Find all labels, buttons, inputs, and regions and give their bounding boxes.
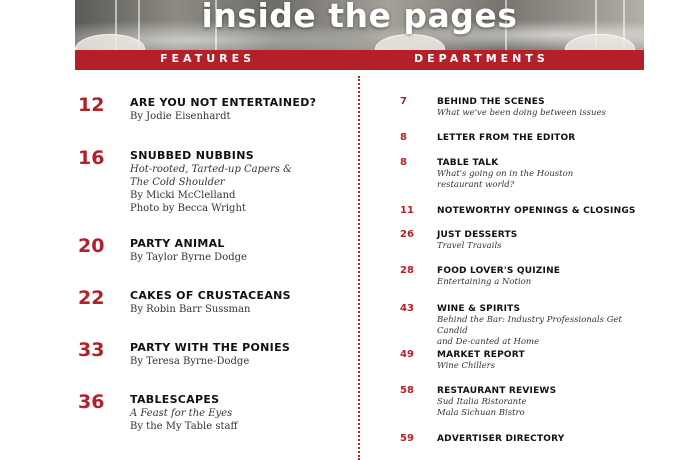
department-page-number: 8 [400,157,407,168]
feature-item-cutoff [78,452,308,460]
department-subtitle: and De-canted at Home [437,337,540,347]
department-item[interactable] [400,96,645,119]
department-item[interactable] [400,433,645,445]
header-photo-banner [75,0,644,50]
department-title: ADVERTISER DIRECTORY [437,434,565,444]
department-item[interactable] [400,303,645,348]
department-page-number: 28 [400,265,414,276]
department-subtitle: Entertaining a Notion [437,277,532,287]
feature-byline: By Jodie Eisenhardt [130,111,231,122]
department-subtitle: Mala Sichuan Bistro [437,408,525,418]
department-item[interactable] [400,229,645,252]
feature-page-number: 36 [78,391,105,413]
feature-title: TABLESCAPES [130,393,220,406]
departments-heading: DEPARTMENTS [414,52,549,65]
feature-item[interactable] [78,341,348,368]
plate-shape [375,34,445,50]
department-title: WINE & SPIRITS [437,304,521,314]
feature-photo-credit: Photo by Becca Wright [130,203,246,214]
department-page-number: 26 [400,229,414,240]
department-page-number: 8 [400,132,407,143]
department-title: MARKET REPORT [437,350,525,360]
department-subtitle: Travel Travails [437,241,502,251]
plate-shape [75,34,145,50]
department-page-number: 11 [400,205,414,216]
department-item[interactable] [400,385,645,419]
department-item[interactable] [400,157,645,191]
department-item[interactable] [400,265,645,288]
department-subtitle: What's going on in the Houston [437,169,574,179]
feature-byline: By Micki McClelland [130,190,236,201]
feature-page-number: 16 [78,147,105,169]
department-title: RESTAURANT REVIEWS [437,386,557,396]
feature-title: CAKES OF CRUSTACEANS [130,289,291,302]
column-divider [358,76,360,460]
feature-title: SNUBBED NUBBINS [130,149,254,162]
section-heading-bar [75,50,644,70]
feature-subtitle: A Feast for the Eyes [130,408,233,419]
feature-item[interactable] [78,289,348,316]
feature-title: PARTY WITH THE PONIES [130,341,291,354]
department-title: BEHIND THE SCENES [437,97,545,107]
feature-page-number: 12 [78,94,105,116]
department-item[interactable] [400,132,645,144]
department-page-number: 59 [400,433,414,444]
feature-byline: By the My Table staff [130,421,238,432]
department-page-number: 58 [400,385,414,396]
feature-title: PARTY ANIMAL [130,237,225,250]
feature-byline: By Taylor Byrne Dodge [130,252,247,263]
feature-page-number: 22 [78,287,105,309]
department-subtitle: Wine Chillers [437,361,496,371]
department-page-number: 7 [400,96,407,107]
feature-page-number: 33 [78,339,105,361]
department-title: FOOD LOVER'S QUIZINE [437,266,561,276]
feature-byline: By Robin Barr Sussman [130,304,251,315]
feature-page-number: 20 [78,235,105,257]
feature-item[interactable] [78,149,348,215]
feature-subtitle: Hot-rooted, Tarted-up Capers & [130,164,292,175]
department-item[interactable] [400,349,645,372]
feature-item[interactable] [78,393,348,433]
feature-item[interactable] [78,237,348,264]
department-title: LETTER FROM THE EDITOR [437,133,576,143]
department-subtitle: What we've been doing between issues [437,108,606,118]
department-subtitle: Behind the Bar: Industry Professionals Get Candid [437,315,622,336]
department-page-number: 43 [400,303,414,314]
department-title: JUST DESSERTS [437,230,518,240]
feature-item[interactable] [78,96,348,123]
department-title: NOTEWORTHY OPENINGS & CLOSINGS [437,206,636,216]
feature-subtitle: The Cold Shoulder [130,177,225,188]
department-page-number: 49 [400,349,414,360]
department-subtitle: Sud Italia Ristorante [437,397,527,407]
page-title: inside the pages [201,0,518,35]
feature-byline: By Teresa Byrne-Dodge [130,356,250,367]
department-subtitle: restaurant world? [437,180,515,190]
feature-title: ARE YOU NOT ENTERTAINED? [130,96,317,109]
department-item[interactable] [400,205,645,217]
features-heading: FEATURES [160,52,256,65]
department-title: TABLE TALK [437,158,499,168]
